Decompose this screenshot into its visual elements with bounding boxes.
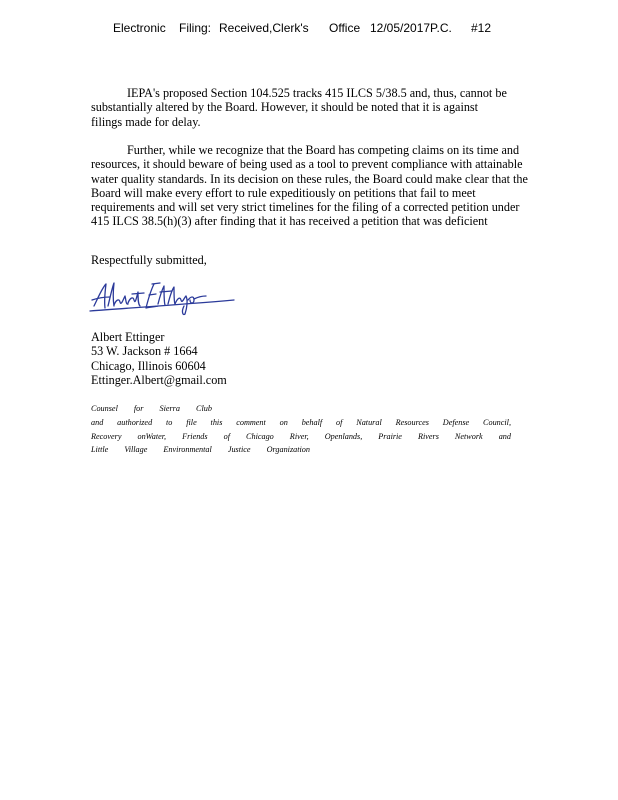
header-date-pc: 12/05/2017P.C.	[370, 21, 452, 35]
counsel-line: Little Village Environmental Justice Organization	[91, 445, 310, 455]
signature-label: Albert Ettinger	[88, 278, 95, 279]
signature-block	[91, 330, 227, 388]
paragraph-line: requirements and will set very strict timelines for the filing of a corrected petition under	[91, 200, 520, 215]
counsel-line: Counsel for Sierra Club	[91, 404, 212, 413]
counsel-statement	[91, 402, 511, 457]
header-received-clerks: Received,Clerk's	[219, 21, 309, 35]
counsel-line: Recovery onWater, Friends of Chicago River, Openlands, Prairie Rivers Network and	[91, 431, 511, 441]
paragraph-line: water quality standards. In its decision on these rules, the Board could make clear that the	[91, 171, 528, 186]
closing-salutation: Respectfully submitted,	[91, 253, 207, 267]
paragraph-line: filings made for delay.	[91, 114, 201, 129]
paragraph-line: resources, it should beware of being used as a tool to prevent compliance with attainable	[91, 157, 523, 172]
paragraph-line: IEPA's proposed Section 104.525 tracks 415 ILCS 5/38.5 and, thus, cannot be	[127, 86, 507, 100]
header-office: Office	[329, 21, 361, 35]
paragraph-ilcs-tracking	[91, 86, 571, 129]
signer-email: Ettinger.Albert@gmail.com	[91, 373, 227, 388]
signer-street: 53 W. Jackson # 1664	[91, 344, 198, 359]
counsel-line: and authorized to file this comment on behalf of Natural Resources Defense Council,	[91, 417, 511, 427]
paragraph-line: Board will make every effort to rule expeditiously on petitions that fail to meet	[91, 185, 476, 200]
paragraph-line: 415 ILCS 38.5(h)(3) after finding that it has received a petition that was deficient	[91, 214, 488, 229]
header-number: #12	[471, 21, 492, 35]
signer-name: Albert Ettinger	[91, 330, 165, 344]
paragraph-line: substantially altered by the Board. However, it should be noted that it is against	[91, 100, 479, 115]
signer-city: Chicago, Illinois 60604	[91, 358, 206, 373]
header-electronic: Electronic	[113, 21, 166, 35]
handwritten-signature	[88, 278, 238, 318]
paragraph-board-resources	[91, 143, 571, 229]
paragraph-line: Further, while we recognize that the Board has competing claims on its time and	[127, 143, 520, 157]
header-filing: Filing:	[179, 21, 212, 35]
filing-header	[0, 21, 618, 37]
